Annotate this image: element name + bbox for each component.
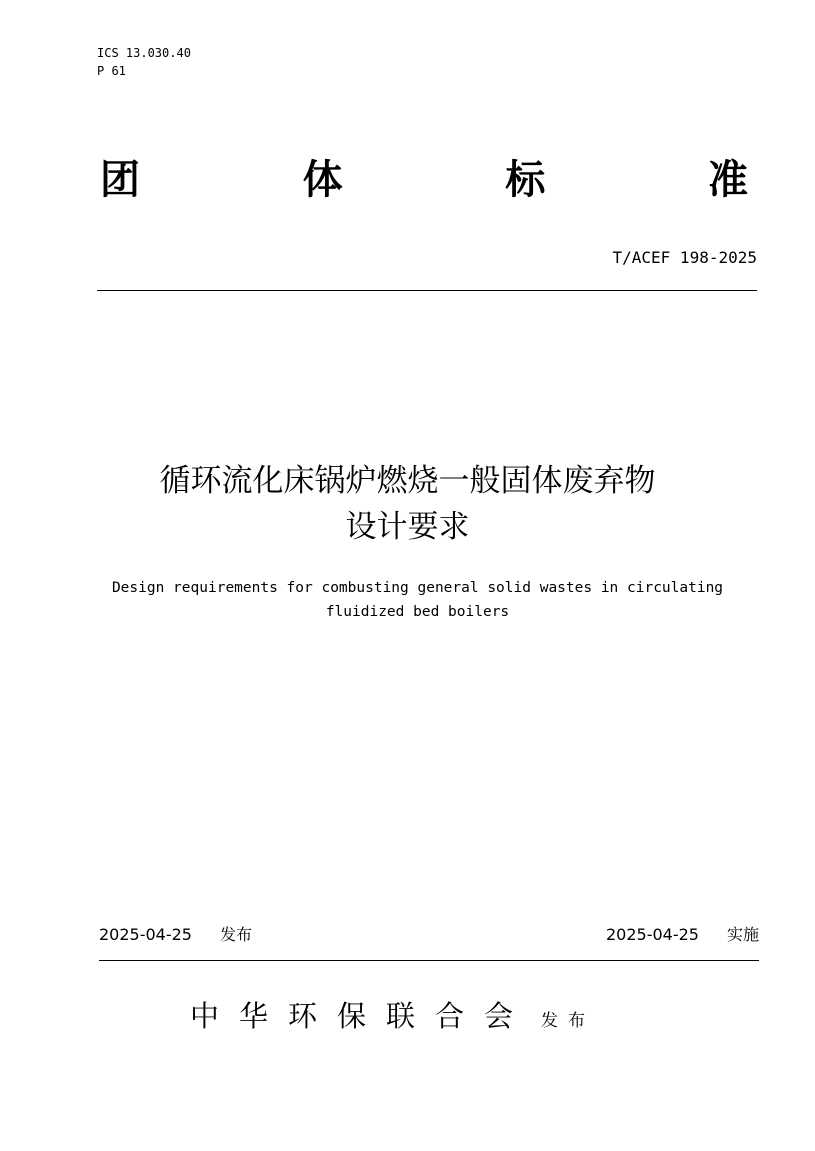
ics-code: ICS 13.030.40	[97, 46, 191, 60]
chinese-title	[0, 458, 815, 550]
publish-date-block	[99, 922, 252, 945]
english-title-line-2: fluidized bed boilers	[325, 604, 510, 620]
chinese-title-line-2: 设计要求	[345, 509, 470, 545]
classification-codes	[97, 44, 191, 80]
publish-date: 2025-04-25	[99, 925, 192, 944]
top-divider	[97, 290, 757, 291]
standard-type-char: 标	[505, 157, 546, 203]
english-title	[0, 576, 815, 624]
standard-type-heading	[100, 152, 748, 208]
chinese-title-line-1: 循环流化床锅炉燃烧一般固体废弃物	[159, 463, 656, 499]
standard-number: T/ACEF 198-2025	[612, 248, 757, 267]
standard-type-char: 团	[100, 157, 140, 203]
publisher-block	[190, 994, 595, 1034]
standard-type-char: 准	[707, 157, 748, 203]
implement-label: 实施	[726, 925, 759, 944]
publisher-issue-label: 发布	[541, 1011, 596, 1031]
publish-label: 发布	[219, 925, 252, 944]
bottom-divider	[99, 960, 759, 961]
implement-date: 2025-04-25	[606, 925, 699, 944]
implement-date-block	[606, 922, 759, 945]
publisher-name: 中华环保联合会	[190, 999, 534, 1033]
english-title-line-1: Design requirements for combusting general solid wastes in circulating	[111, 580, 724, 596]
ccs-code: P 61	[97, 64, 126, 78]
standard-type-char: 体	[302, 157, 343, 203]
